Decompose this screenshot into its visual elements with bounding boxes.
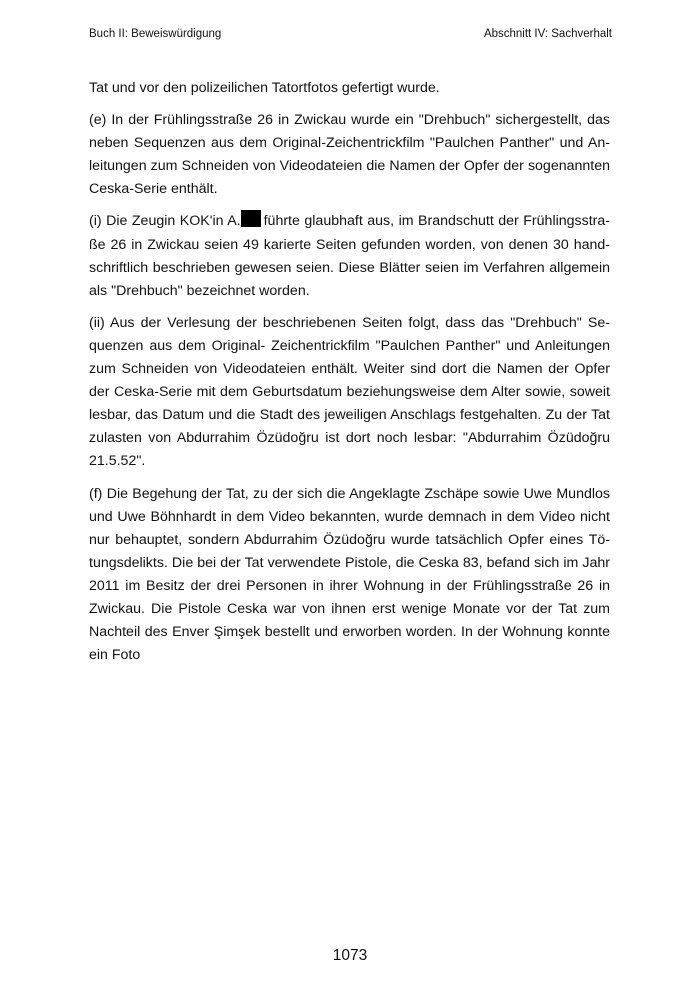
- paragraph-e-i-rest: führte glaubhaft aus, im Brandschutt der Frühlingsstraße 26 in Zwickau seien 49 karierte Seiten gefunden worden, von denen 30 handschriftlich beschrieben gewesen seien. Diese Blätter seien im Verfahren allgemein als "Drehbuch" bezeichnet worden.: [89, 213, 611, 299]
- paragraph-e-i-start: (i) Die Zeugin KOK'in A.: [89, 213, 241, 230]
- running-header: [89, 26, 612, 42]
- paragraph-e-i: [89, 210, 610, 302]
- page-body: [89, 77, 610, 676]
- header-book-title: Buch II: Beweiswürdigung: [89, 28, 222, 40]
- paragraph-e: (e) In der Frühlingsstraße 26 in Zwickau wurde ein "Drehbuch" sichergestellt, das neben Sequenzen aus dem Original-Zeichentrickfilm "Paulchen Panther" und Anleitungen zum Schneiden von Videodateien die Namen der Opfer der sogenannten Ceska-Serie enthält.: [89, 112, 610, 198]
- page-number: 1073: [332, 947, 368, 964]
- paragraph-continuation: Tat und vor den polizeilichen Tatortfotos gefertigt wurde.: [89, 80, 440, 96]
- redaction-block: [241, 210, 261, 227]
- paragraph-e-ii: (ii) Aus der Verlesung der beschriebenen Seiten folgt, dass das "Drehbuch" Sequenzen aus dem Original- Zeichentrickfilm "Paulchen Panther" und Anleitungen zum Schneiden von Videodateien enthält. Weiter sind dort die Namen der Opfer der Ceska-Serie mit dem Geburtsdatum beziehungsweise dem Alter sowie, soweit lesbar, das Datum und die Stadt des jeweiligen Anschlags festgehalten. Zu der Tat zulasten von Abdurrahim Özüdoğru ist dort noch lesbar: "Abdurrahim Özüdoğru 21.5.52".: [89, 314, 610, 470]
- header-section-title: Abschnitt IV: Sachverhalt: [483, 28, 612, 40]
- paragraph-f: (f) Die Begehung der Tat, zu der sich die Angeklagte Zschäpe sowie Uwe Mundlos und Uwe Böhnhardt in dem Video bekannten, wurde demnach in dem Video nicht nur behauptet, sondern Abdurrahim Özüdoğru wurde tatsächlich Opfer eines Tötungsdelikts. Die bei der Tat verwendete Pistole, die Ceska 83, befand sich im Jahr 2011 im Besitz der drei Personen in ihrer Wohnung in der Frühlingsstraße 26 in Zwickau. Die Pistole Ceska war von ihnen erst wenige Monate vor der Tat zum Nachteil des Enver Şimşek bestellt und erworben worden. In der Wohnung konnte ein Foto: [89, 485, 610, 664]
